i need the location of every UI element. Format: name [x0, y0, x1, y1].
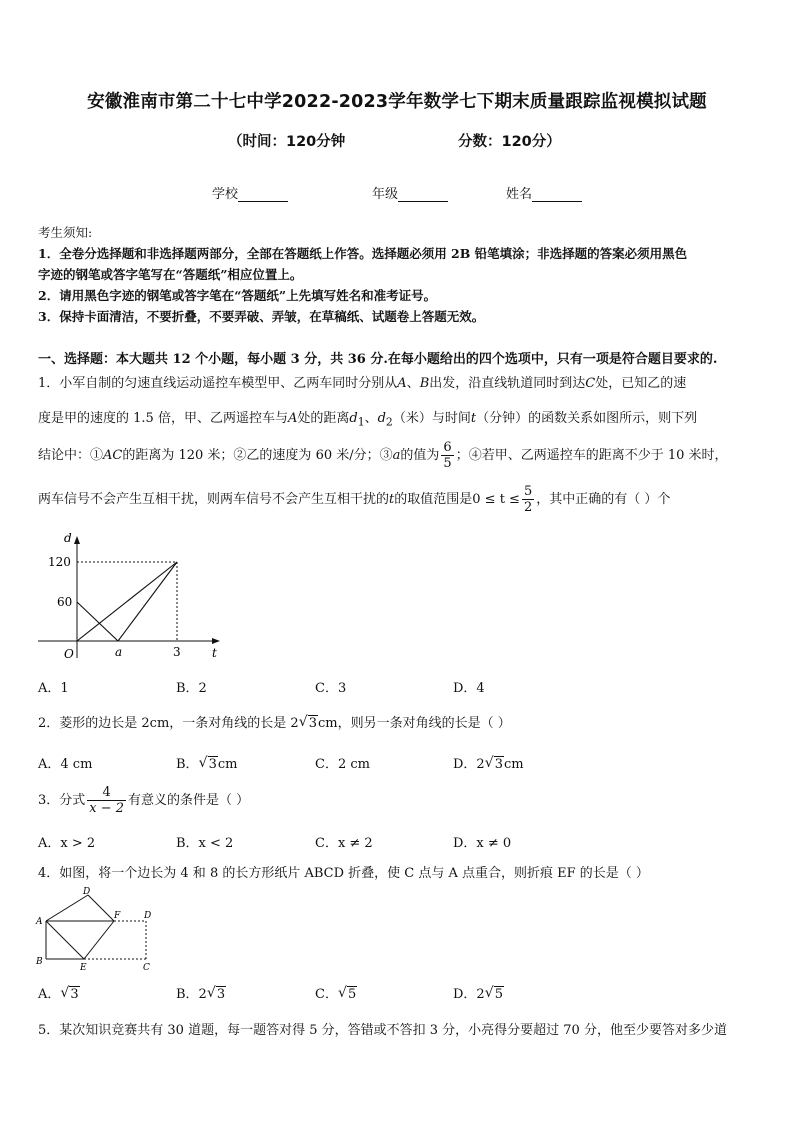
fraction-six-fifths: $\frac{6}{5}$ [443, 440, 452, 471]
name-blank[interactable] [532, 189, 582, 202]
note-3: 3．保持卡面清洁，不要折叠，不要弄破、弄皱，在草稿纸、试题卷上答题无效。 [38, 309, 485, 324]
x-axis-label: t [212, 646, 217, 660]
sqrt-3: √ 3 [198, 755, 217, 772]
q3-stem: 3．分式 $\frac{4}{x - 2}$ 有意义的条件是（ ） [38, 785, 250, 816]
name-field: 姓名 [506, 183, 582, 202]
label-F: F [114, 911, 121, 921]
q2-choice-d[interactable]: D．2 √ 3cm [453, 755, 524, 772]
q2-choice-c[interactable]: C．2 cm [315, 757, 370, 772]
label-D-prime: D [83, 887, 91, 897]
label-E: E [80, 963, 87, 973]
tick-label-3: 3 [173, 645, 181, 659]
q4-choice-c[interactable]: C． √ 5 [315, 985, 357, 1002]
note-1b: 字迹的钢笔或答字笔写在“答题纸”相应位置上。 [38, 267, 303, 282]
q1-distance-time-graph [30, 528, 230, 663]
label-C: C [143, 963, 150, 973]
q2-choice-b[interactable]: B． √ 3cm [176, 755, 238, 772]
q4-folded-rectangle-figure [34, 885, 164, 973]
label-A: A [36, 917, 43, 927]
grade-field: 年级 [372, 183, 448, 202]
section-heading: 一、选择题：本大题共 12 个小题，每小题 3 分，共 36 分.在每小题给出的四个选项中，只有一项是符合题目要求的. [38, 352, 718, 367]
school-field: 学校 [212, 183, 288, 202]
fraction-five-halves: $\frac{5}{2}$ [523, 484, 533, 515]
q4-choice-b[interactable]: B．2 √ 3 [176, 985, 226, 1002]
q5-stem: 5．某次知识竞赛共有 30 道题，每一题答对得 5 分，答错或不答扣 3 分，小亮得分要超过 70 分，他至少要答对多少道 [38, 1023, 727, 1038]
sqrt-3: √ 3 [206, 985, 226, 1002]
time-limit: （时间：120分钟 [228, 134, 346, 150]
edge-D-prime-F [88, 895, 114, 921]
sqrt-5: √ 5 [337, 985, 357, 1002]
q1-line1: 1．小军自制的匀速直线运动遥控车模型甲、乙两车同时分别从A、B出发，沿直线轨道同时到达C处，已知乙的速 [38, 376, 687, 391]
y-axis-arrow [74, 536, 80, 544]
q1-line4: 两车信号不会产生互相干扰，则两车信号不会产生互相干扰的t的取值范围是0 ≤ t ≤ $\frac{5}{2}$ ，其中正确的有（ ）个 [38, 484, 671, 515]
sqrt-3: √ 3 [484, 755, 503, 772]
q4-stem: 4．如图，将一个边长为 4 和 8 的长方形纸片 ABCD 折叠，使 C 点与 A 点重合，则折痕 EF 的长是（ ） [38, 866, 649, 881]
x-axis-arrow [212, 638, 220, 644]
fold-line-EF [84, 921, 114, 959]
note-1a: 1．全卷分选择题和非选择题两部分，全部在答题纸上作答。选择题必须用 2B 铅笔填涂；非选择题的答案必须用黑色 [38, 246, 688, 261]
q1-line2: 度是甲的速度的 1.5 倍，甲、乙两遥控车与A处的距离$d_1$、$d_2$（米）与时间t（分钟）的函数关系如图所示，则下列 [38, 411, 698, 429]
q1-choice-a[interactable]: A．1 [38, 681, 69, 696]
total-score: 分数：120分） [458, 134, 561, 150]
q4-choice-a[interactable]: A． √ 3 [38, 985, 79, 1002]
q2-choices [0, 753, 794, 773]
q3-choice-c[interactable]: C．x ≠ 2 [315, 836, 373, 851]
tick-label-a: a [115, 645, 123, 659]
q1-line3: 结论中：①AC的距离为 120 米；②乙的速度为 60 米/分；③a的值为 $\frac{6}{5}$ ；④若甲、乙两遥控车的距离不少于 10 米时， [38, 440, 728, 471]
exam-title: 安徽淮南市第二十七中学2022-2023学年数学七下期末质量跟踪监视模拟试题 [87, 92, 707, 112]
sqrt-5: √ 5 [484, 985, 503, 1002]
q2-choice-a[interactable]: A．4 cm [38, 757, 93, 772]
q1-choice-d[interactable]: D．4 [453, 681, 485, 696]
note-2: 2．请用黑色字迹的钢笔或答字笔在“答题纸”上先填写姓名和准考证号。 [38, 288, 437, 303]
edge-AD-prime [46, 895, 88, 921]
q3-choice-b[interactable]: B．x < 2 [176, 836, 234, 851]
q4-choice-d[interactable]: D．2 √ 5 [453, 985, 503, 1002]
q3-choice-d[interactable]: D．x ≠ 0 [453, 836, 512, 851]
label-D: D [144, 911, 152, 921]
grade-blank[interactable] [398, 189, 448, 202]
sqrt-3: √ 3 [298, 714, 317, 731]
segment-AE [46, 921, 84, 959]
notes-heading: 考生须知: [38, 225, 93, 240]
label-B: B [36, 957, 43, 967]
q3-choices [0, 832, 794, 852]
tick-label-60: 60 [57, 595, 73, 609]
q1-choices [0, 677, 794, 697]
tick-label-120: 120 [48, 555, 71, 569]
exam-subtitle [0, 130, 794, 152]
y-axis-label: d [64, 531, 72, 545]
school-blank[interactable] [238, 189, 288, 202]
line-d2-down [77, 602, 118, 641]
q4-choices [0, 983, 794, 1003]
q1-choice-b[interactable]: B．2 [176, 681, 207, 696]
fraction-4-over-x-minus-2: $\frac{4}{x - 2}$ [89, 785, 125, 816]
q3-choice-a[interactable]: A．x > 2 [38, 836, 96, 851]
q1-choice-c[interactable]: C．3 [315, 681, 347, 696]
sqrt-3: √ 3 [60, 985, 79, 1002]
exam-notes [38, 222, 758, 327]
q2-stem: 2．菱形的边长是 2cm，一条对角线的长是 2 √ 3cm，则另一条对角线的长是（ ） [38, 714, 511, 731]
origin-label: O [64, 647, 74, 661]
